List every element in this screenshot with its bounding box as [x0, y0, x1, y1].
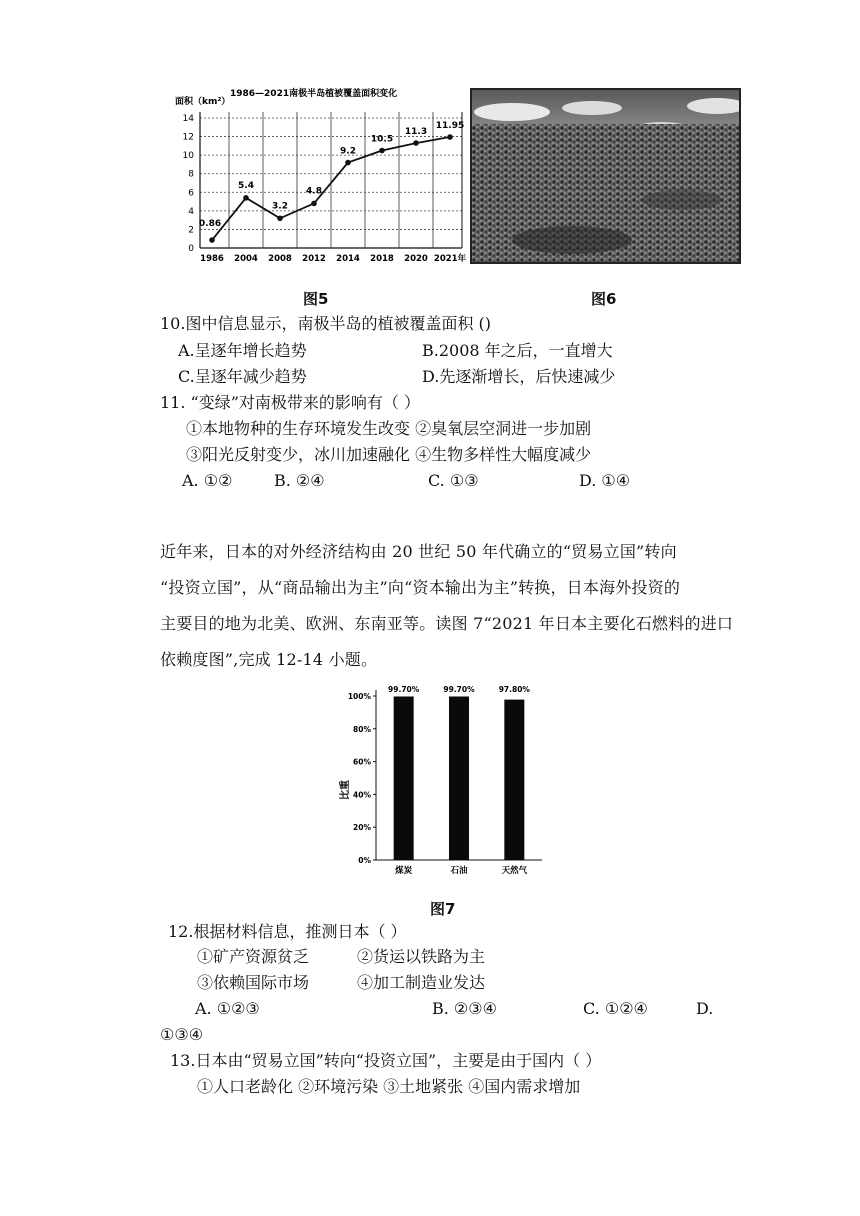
question-12-statement-2: ②货运以铁路为主 [357, 947, 486, 966]
figure5-data-point [277, 215, 283, 221]
figure5-value-label: 10.5 [370, 134, 394, 145]
figure7-caption: 图7 [430, 900, 456, 918]
figure7-bar [449, 696, 469, 860]
figure5-ylabel: 面积（km²） [175, 97, 231, 107]
figure7-y-tick-label: 0% [358, 856, 371, 865]
figure7-x-ticks [395, 865, 527, 876]
figure5-title: 1986—2021南极半岛植被覆盖面积变化 [230, 89, 398, 99]
figure5-data-point [447, 134, 453, 140]
figure7-value-label: 99.70% [443, 685, 475, 694]
figure7-value-label: 99.70% [388, 685, 420, 694]
question-13-statements: ①人口老龄化 ②环境污染 ③土地紧张 ④国内需求增加 [197, 1077, 581, 1096]
figure5-data-point [345, 160, 351, 166]
question-11-option-b: B. ②④ [274, 471, 325, 490]
question-12-statement-1: ①矿产资源贫乏 [197, 947, 310, 966]
figure5-y-tick-label: 4 [188, 206, 194, 217]
figure5-value-label: 5.4 [238, 180, 254, 191]
figure5-x-tick-label: 2020 [404, 254, 428, 264]
figure7-y-tick-label: 60% [353, 757, 371, 767]
figure5-x-tick-label: 1986 [200, 254, 224, 264]
passage-line-4: 依赖度图”,完成 12-14 小题。 [160, 650, 378, 669]
figure7-value-label: 97.80% [498, 685, 530, 694]
figure7-bars [394, 696, 525, 860]
figure5-x-tick-label: 2004 [234, 254, 258, 264]
figure5-y-ticks [183, 114, 195, 254]
question-12-option-a: A. ①②③ [195, 999, 260, 1018]
figure7-y-tick-label: 100% [347, 692, 371, 701]
passage-line-1: 近年来，日本的对外经济结构由 20 世纪 50 年代确立的“贸易立国”转向 [160, 542, 677, 561]
figure5-y-tick-label: 12 [182, 132, 194, 143]
figure5-y-tick-label: 6 [188, 188, 194, 199]
figure5-value-labels [199, 121, 464, 229]
question-11-option-c: C. ①③ [428, 471, 479, 490]
question-11-option-a: A. ①② [182, 471, 233, 490]
question-12-option-b: B. ②③④ [432, 999, 497, 1018]
figure7-x-tick-label: 石油 [450, 866, 468, 876]
question-11-option-d: D. ①④ [579, 471, 631, 490]
question-11-statements-1: ①本地物种的生存环境发生改变 ②臭氧层空洞进一步加剧 [186, 419, 592, 438]
question-12-stem: 12.根据材料信息，推测日本（ ） [168, 922, 407, 941]
figure6-photo-image [472, 90, 739, 262]
figure7-bar [394, 696, 414, 860]
question-10-option-a: A.呈逐年增长趋势 [178, 341, 307, 360]
figure5-value-label: 11.95 [435, 121, 465, 132]
figure7-bar [504, 700, 524, 860]
figure7-ylabel: 比重 [340, 780, 351, 800]
figure7-y-tick-label: 40% [353, 790, 371, 800]
figure5-x-ticks [200, 253, 466, 264]
figure5-y-tick-label: 10 [182, 151, 194, 162]
question-11-statements-2: ③阳光反射变少，冰川加速融化 ④生物多样性大幅度减少 [186, 445, 592, 464]
figure5-data-point [311, 201, 317, 207]
figure7-x-tick-label: 天然气 [501, 866, 528, 876]
figure6-caption: 图6 [591, 290, 617, 308]
question-13-stem: 13.日本由“贸易立国”转向“投资立国”，主要是由于国内（ ） [170, 1051, 602, 1070]
figure5-x-tick-label: 2021年 [433, 254, 467, 264]
figure5-x-tick-label: 2012 [302, 254, 326, 264]
question-12-option-d-content: ①③④ [160, 1025, 204, 1044]
question-11-stem: 11. “变绿”对南极带来的影响有（ ） [160, 393, 420, 412]
figure5-caption: 图5 [303, 290, 329, 308]
question-10-option-c: C.呈逐年减少趋势 [178, 367, 307, 386]
figure5-value-label: 0.86 [198, 219, 222, 230]
figure5-y-tick-label: 14 [182, 114, 194, 124]
figure6-vegetation-photo [470, 88, 741, 264]
figure7-bar-chart [330, 682, 550, 882]
figure5-data-point [379, 148, 385, 154]
passage-line-2: “投资立国”，从“商品输出为主”向“资本输出为主”转换，日本海外投资的 [160, 578, 681, 597]
question-10-stem: 10.图中信息显示，南极半岛的植被覆盖面积 () [160, 314, 492, 333]
question-12-option-c: C. ①②④ [583, 999, 648, 1018]
figure5-data-point [413, 140, 419, 146]
question-10-option-d: D.先逐渐增长，后快速减少 [422, 367, 616, 386]
figure7-y-tick-label: 20% [353, 823, 371, 833]
passage [160, 534, 750, 678]
figure5-line-chart [170, 84, 470, 269]
figure5-data-point [209, 237, 215, 243]
figure7-y-tick-label: 80% [353, 724, 371, 734]
passage-line-3: 主要目的地为北美、欧洲、东南亚等。读图 7“2021 年日本主要化石燃料的进口 [160, 614, 734, 633]
figure7-x-tick-label: 煤炭 [395, 866, 413, 876]
figure5-x-tick-label: 2014 [336, 254, 360, 264]
figure5-y-tick-label: 8 [188, 169, 194, 180]
figure5-x-tick-label: 2008 [268, 254, 292, 264]
figure7-value-labels [388, 685, 530, 694]
question-12-statement-4: ④加工制造业发达 [357, 973, 486, 992]
figure5-x-tick-label: 2018 [370, 254, 394, 264]
question-10-option-b: B.2008 年之后，一直增大 [422, 341, 613, 360]
figure5-value-label: 11.3 [404, 127, 428, 138]
question-12-statement-3: ③依赖国际市场 [197, 973, 310, 992]
figure5-data-point [243, 195, 249, 201]
figure5-y-tick-label: 0 [188, 244, 194, 254]
figure5-value-label: 4.8 [306, 186, 322, 197]
figure5-value-label: 9.2 [340, 146, 356, 157]
figure5-y-tick-label: 2 [188, 225, 194, 236]
figure5-value-label: 3.2 [272, 201, 288, 212]
question-12-option-d: D. [696, 999, 714, 1018]
